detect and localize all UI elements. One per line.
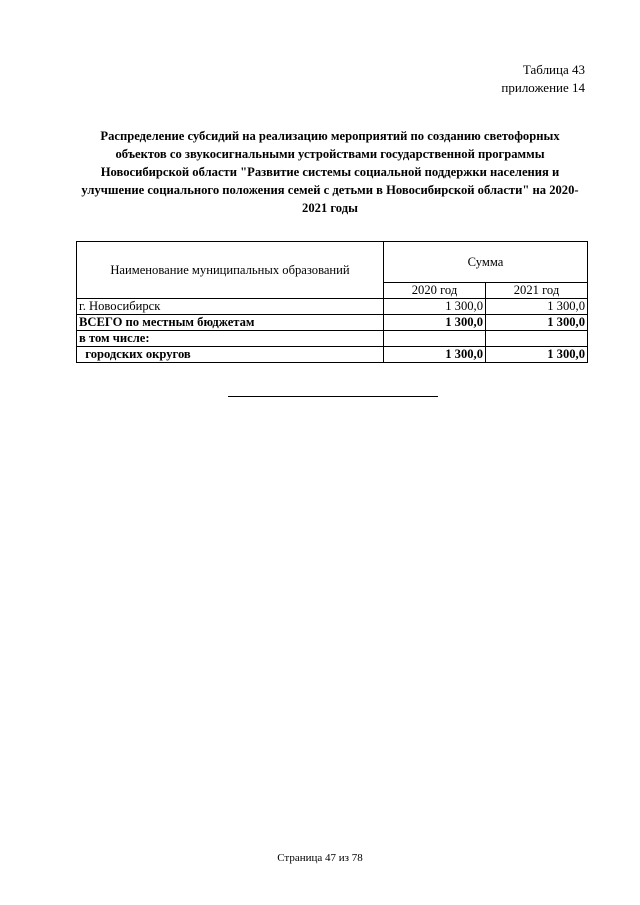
row-value-2021 — [486, 331, 588, 347]
row-value-2021: 1 300,0 — [486, 299, 588, 315]
row-name: г. Новосибирск — [77, 299, 384, 315]
year-2020-header: 2020 год — [384, 283, 486, 299]
table-number: Таблица 43 — [522, 62, 585, 77]
municipality-column-header: Наименование муниципальных образований — [77, 242, 384, 299]
title-line: 2021 годы — [302, 201, 358, 215]
row-value-2020: 1 300,0 — [384, 347, 486, 363]
row-value-2020: 1 300,0 — [384, 299, 486, 315]
row-name: в том числе: — [77, 331, 384, 347]
row-name: городских округов — [77, 347, 384, 363]
table-row — [77, 299, 588, 315]
title-line: Распределение субсидий на реализацию мероприятий по созданию светофорных — [100, 129, 560, 143]
table-header-row — [77, 242, 588, 283]
row-value-2020: 1 300,0 — [384, 315, 486, 331]
table-row — [77, 331, 588, 347]
row-name: ВСЕГО по местным бюджетам — [77, 315, 384, 331]
distribution-table — [76, 241, 588, 363]
table-row-total — [77, 315, 588, 331]
year-2021-header: 2021 год — [486, 283, 588, 299]
row-value-2020 — [384, 331, 486, 347]
title-line: объектов со звукосигнальными устройствами государственной программы — [115, 147, 545, 161]
sum-column-header: Сумма — [384, 242, 588, 283]
document-title — [70, 127, 590, 217]
title-line: улучшение социального положения семей с детьми в Новосибирской области" на 2020- — [81, 183, 579, 197]
appendix-number: приложение 14 — [501, 80, 585, 95]
row-value-2021: 1 300,0 — [486, 315, 588, 331]
table-row — [77, 347, 588, 363]
row-value-2021: 1 300,0 — [486, 347, 588, 363]
title-line: Новосибирской области "Развитие системы социальной поддержки населения и — [100, 165, 560, 179]
page-number: Страница 47 из 78 — [277, 852, 363, 864]
separator-line — [228, 396, 438, 397]
